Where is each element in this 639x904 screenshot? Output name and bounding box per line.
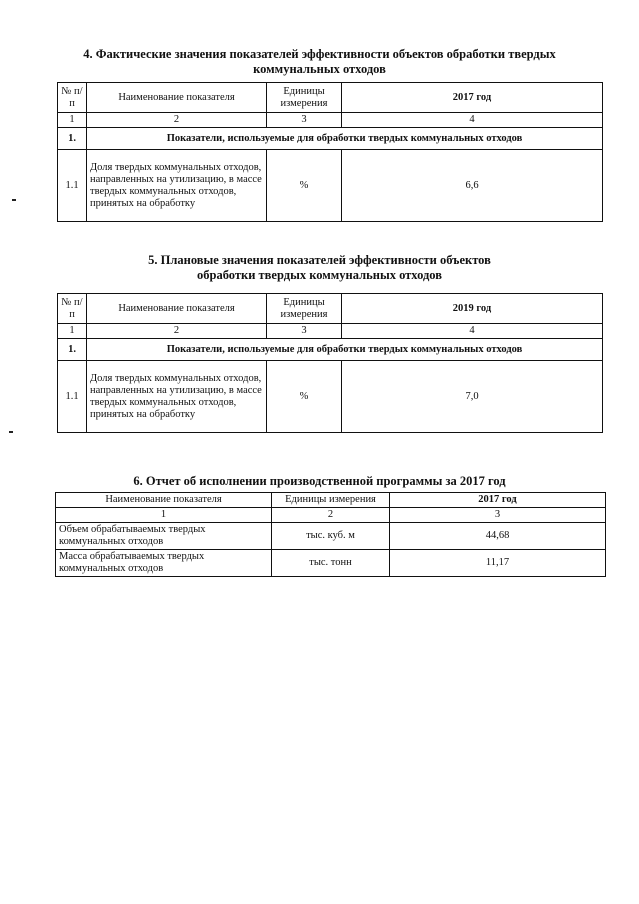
row-name: Объем обрабатываемых твердых коммунальных отходов [56,523,272,550]
header-name: Наименование показателя [56,493,272,508]
col-number: 1 [56,508,272,523]
header-num: № п/п [58,83,87,113]
section4-title [0,47,639,77]
row-name: Доля твердых коммунальных отходов, направленных на утилизацию, в массе твердых коммунальных отходов, принятых на обработку [87,361,267,433]
group-label: Показатели, используемые для обработки твердых коммунальных отходов [87,128,603,150]
group-num: 1. [58,339,87,361]
section6-table [55,492,606,577]
header-year: 2019 год [342,294,603,324]
col-number: 3 [267,113,342,128]
table-header-row [58,294,603,324]
col-number: 2 [87,113,267,128]
group-row [58,128,603,150]
header-unit: Единицы измерения [272,493,390,508]
col-number: 3 [390,508,606,523]
group-num: 1. [58,128,87,150]
row-value: 6,6 [342,150,603,222]
col-number: 1 [58,113,87,128]
table-row [58,361,603,433]
row-name: Масса обрабатываемых твердых коммунальных отходов [56,550,272,577]
row-value: 11,17 [390,550,606,577]
section5-title-line2: обработки твердых коммунальных отходов [197,268,442,282]
row-unit: % [267,361,342,433]
section5-table [57,293,603,433]
header-num: № п/п [58,294,87,324]
column-number-row [56,508,606,523]
group-label: Показатели, используемые для обработки твердых коммунальных отходов [87,339,603,361]
row-value: 44,68 [390,523,606,550]
section4-title-line1: 4. Фактические значения показателей эффективности объектов обработки твердых [83,47,556,61]
row-unit: % [267,150,342,222]
row-unit: тыс. тонн [272,550,390,577]
row-num: 1.1 [58,150,87,222]
group-row [58,339,603,361]
table-row [58,150,603,222]
column-number-row [58,113,603,128]
section6-title [0,474,639,489]
col-number: 3 [267,324,342,339]
scan-mark [9,431,13,433]
header-year: 2017 год [342,83,603,113]
table-header-row [56,493,606,508]
header-year: 2017 год [390,493,606,508]
row-value: 7,0 [342,361,603,433]
table-row [56,523,606,550]
header-name: Наименование показателя [87,83,267,113]
row-name: Доля твердых коммунальных отходов, направленных на утилизацию, в массе твердых коммунальных отходов, принятых на обработку [87,150,267,222]
col-number: 1 [58,324,87,339]
row-num: 1.1 [58,361,87,433]
section4-title-line2: коммунальных отходов [253,62,386,76]
column-number-row [58,324,603,339]
header-unit: Единицы измерения [267,294,342,324]
row-unit: тыс. куб. м [272,523,390,550]
header-name: Наименование показателя [87,294,267,324]
col-number: 2 [87,324,267,339]
table-header-row [58,83,603,113]
col-number: 4 [342,113,603,128]
header-unit: Единицы измерения [267,83,342,113]
col-number: 2 [272,508,390,523]
section5-title [0,253,639,283]
section4-table [57,82,603,222]
section5-title-line1: 5. Плановые значения показателей эффективности объектов [148,253,491,267]
col-number: 4 [342,324,603,339]
table-row [56,550,606,577]
section6-title-text: 6. Отчет об исполнении производственной программы за 2017 год [133,474,506,488]
scan-mark [12,199,16,201]
